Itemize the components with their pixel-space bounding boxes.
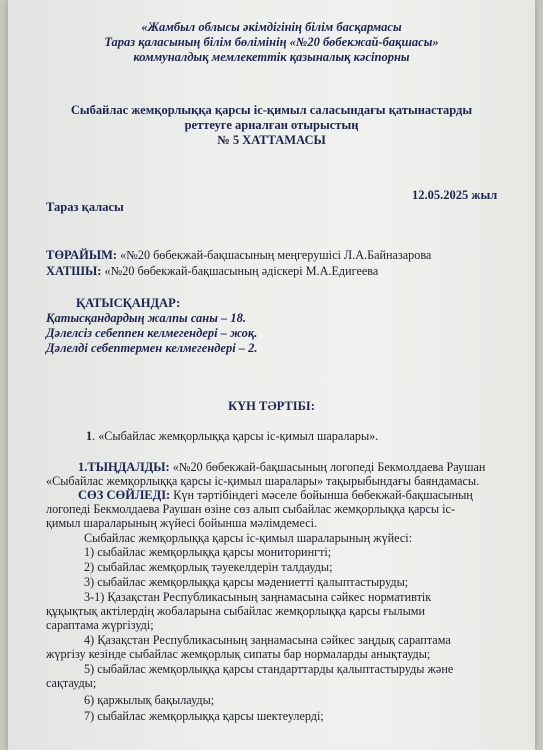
agenda-heading: КҮН ТӘРТІБІ: bbox=[228, 399, 315, 413]
agenda-item-1-text: . «Сыбайлас жемқорлыққа қарсы іс-қимыл шаралары». bbox=[92, 429, 379, 443]
document-page bbox=[8, 0, 535, 750]
org-line-3: коммуналдық мемлекеттік қазыналық кәсіпорны bbox=[133, 50, 410, 64]
participants-absent-excused: Дәлелді себептермен келмегендері – 2. bbox=[46, 341, 258, 355]
list-item: құқықтық актілердің жобаларына сыбайлас жемқорлыққа қарсы ғылыми bbox=[46, 604, 426, 618]
participants-absent-unexcused: Дәлелсіз себеппен келмегендері – жоқ. bbox=[46, 326, 258, 340]
participants-heading: ҚАТЫСҚАНДАР: bbox=[76, 296, 181, 310]
spoke-text-1: Күн тәртібіндегі мәселе бойынша бөбекжай-бақшасының bbox=[170, 488, 473, 502]
spoke-label: СӨЗ СӨЙЛЕДІ: bbox=[78, 488, 171, 502]
listened-text-1: «№20 бөбекжай-бақшасының логопеді Бекмолдаева Раушан bbox=[169, 460, 486, 474]
chair-text: «№20 бөбекжай-бақшасының меңгерушісі Л.А.Байназарова bbox=[117, 248, 432, 262]
list-item: 3) сыбайлас жемқорлыққа қарсы мәдениетті қалыптастыруды; bbox=[84, 575, 409, 589]
agenda-item-1-number: 1 bbox=[86, 429, 93, 443]
list-item: жүргізу кезінде сыбайлас жемқорлық сипаты бар нормаларды анықтауды; bbox=[46, 647, 431, 661]
chair-label: ТӨРАЙЫМ: bbox=[46, 248, 118, 262]
spoke-line-1 bbox=[78, 488, 473, 502]
spoke-line-2: логопеді Бекмолдаева Раушан өзіне сөз алып сыбайлас жемқорлыққа қарсы іс- bbox=[46, 502, 456, 516]
protocol-city: Тараз қаласы bbox=[46, 200, 124, 214]
list-item: 1) сыбайлас жемқорлыққа қарсы мониторингті; bbox=[84, 545, 332, 559]
org-line-2: Тараз қаласының білім бөлімінің «№20 бөбекжай-бақшасы» bbox=[104, 35, 439, 49]
secretary-text: «№20 бөбекжай-бақшасының әдіскері М.А.Едигеева bbox=[101, 264, 379, 278]
secretary-label: ХАТШЫ: bbox=[46, 264, 102, 278]
title-line-3: № 5 ХАТТАМАСЫ bbox=[217, 133, 326, 147]
list-item: 6) қаржылық бақылауды; bbox=[84, 693, 215, 707]
list-item: 3-1) Қазақстан Республикасының заңнамасына сәйкес нормативтік bbox=[84, 590, 432, 604]
protocol-date: 12.05.2025 жыл bbox=[412, 188, 498, 202]
list-item: сақтауды; bbox=[46, 676, 97, 690]
org-line-1: «Жамбыл облысы әкімдігінің білім басқармасы bbox=[141, 20, 402, 34]
chair-line bbox=[46, 248, 431, 262]
secretary-line bbox=[46, 264, 378, 278]
spoke-line-3: қимыл шараларының жүйесі бойынша мәлімдемесі. bbox=[46, 516, 318, 530]
system-intro: Сыбайлас жемқорлыққа қарсы іс-қимыл шараларының жүйесі: bbox=[84, 531, 413, 545]
list-item: 2) сыбайлас жемқорлық тәуекелдерін талдауды; bbox=[84, 560, 333, 574]
listened-label: 1.ТЫҢДАЛДЫ: bbox=[78, 460, 170, 474]
list-item: 5) сыбайлас жемқорлыққа қарсы стандарттарды қалыптастыруды және bbox=[84, 662, 454, 676]
list-item: 7) сыбайлас жемқорлыққа қарсы шектеулерді; bbox=[84, 709, 324, 723]
list-item: 4) Қазақстан Республикасының заңнамасына сәйкес заңдық сараптама bbox=[84, 633, 451, 647]
agenda-item-1 bbox=[86, 429, 378, 443]
list-item: сараптама жүргізуді; bbox=[46, 618, 154, 632]
title-line-1: Сыбайлас жемқорлыққа қарсы іс-қимыл саласындағы қатынастарды bbox=[70, 103, 473, 117]
participants-total: Қатысқандардың жалпы саны – 18. bbox=[46, 311, 247, 325]
listened-line-1 bbox=[78, 460, 485, 474]
title-line-2: реттеуге арналған отырыстың bbox=[184, 118, 359, 132]
listened-line-2: «Сыбайлас жемқорлыққа қарсы іс-қимыл шаралары» тақырыбындағы баяндамасы. bbox=[46, 474, 480, 488]
